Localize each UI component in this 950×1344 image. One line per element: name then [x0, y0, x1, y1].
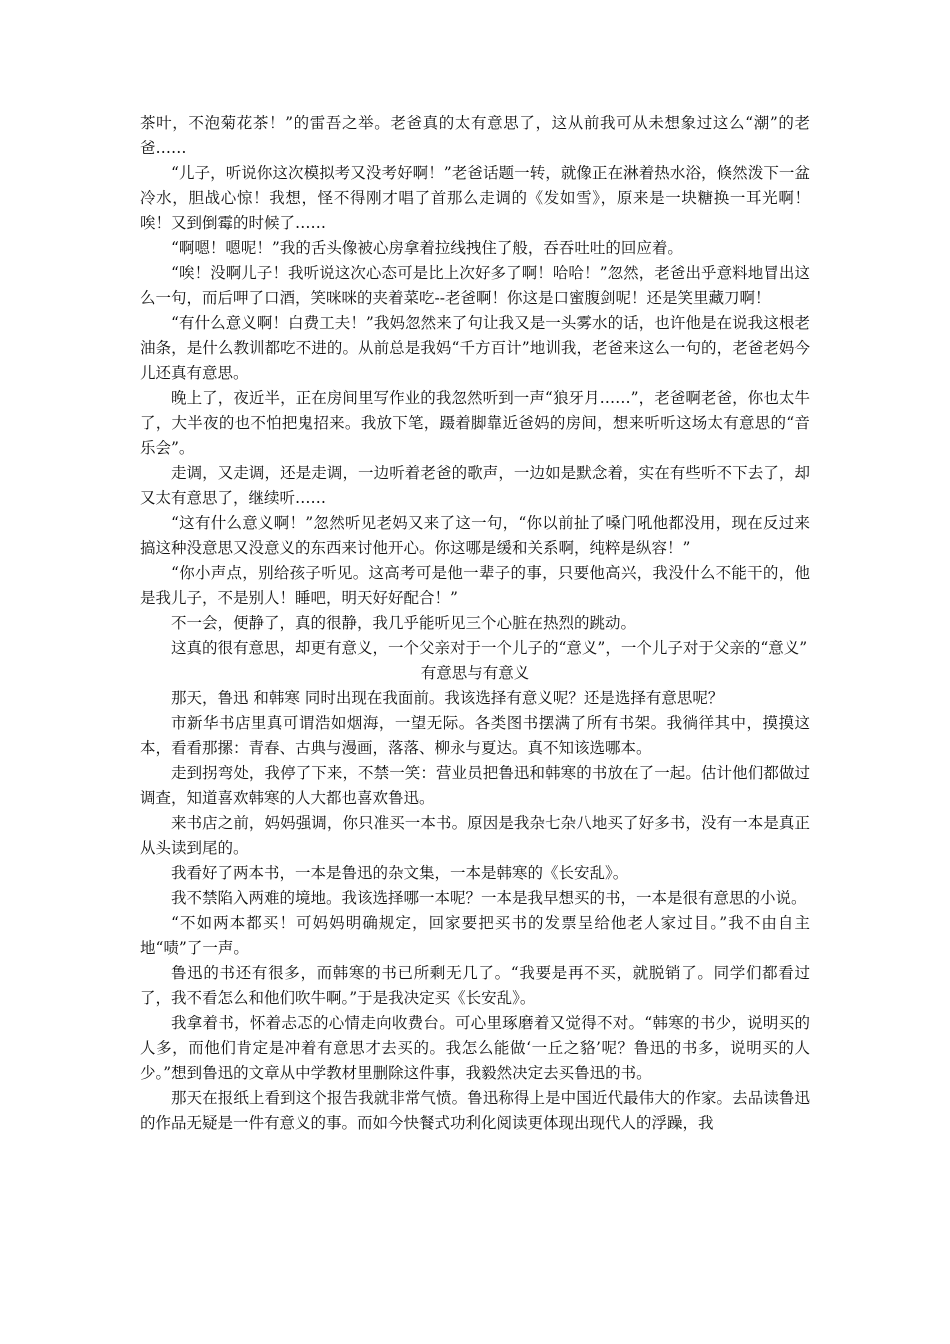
paragraph: 不一会，便静了，真的很静，我几乎能听见三个心脏在热烈的跳动。	[171, 614, 637, 632]
paragraph: 走到拐弯处，我停了下来，不禁一笑：营业员把鲁迅和韩寒的书放在了一起。估计他们都做过调查，知道喜欢韩寒的人大都也喜欢鲁迅。	[140, 764, 810, 807]
paragraph: “唉！没啊儿子！我听说这次心态可是比上次好多了啊！哈哈！”忽然，老爸出乎意料地冒出这么一句，而后呷了口酒，笑咪咪的夹着菜吃--老爸啊！你这是口蜜腹剑呢！还是笑里藏刀啊！	[140, 264, 810, 307]
paragraph: “儿子，听说你这次模拟考又没考好啊！”老爸话题一转，就像正在淋着热水浴，倏然泼下一盆冷水，胆战心惊！我想，怪不得刚才唱了首那么走调的《发如雪》，原来是一块糖换一耳光啊！唉！又到倒霉的时候了……	[140, 164, 810, 232]
paragraph: 我不禁陷入两难的境地。我该选择哪一本呢？一本是我早想买的书，一本是很有意思的小说。	[171, 889, 807, 907]
paragraph: 鲁迅的书还有很多，而韩寒的书已所剩无几了。“我要是再不买，就脱销了。同学们都看过了，我不看怎么和他们吹牛啊。”于是我决定买《长安乱》。	[140, 964, 810, 1007]
paragraph: 晚上了，夜近半，正在房间里写作业的我忽然听到一声“狼牙月……”，老爸啊老爸，你也太牛了，大半夜的也不怕把鬼招来。我放下笔，蹑着脚靠近爸妈的房间，想来听听这场太有意思的“音乐会”。	[140, 389, 810, 457]
paragraph: 茶叶，不泡菊花茶！”的雷吾之举。老爸真的太有意思了，这从前我可从未想象过这么“潮”的老爸……	[140, 114, 810, 157]
paragraph: 那天，鲁迅 和韩寒 同时出现在我面前。我该选择有意义呢？还是选择有意思呢？	[171, 689, 724, 707]
paragraph: 那天在报纸上看到这个报告我就非常气愤。鲁迅称得上是中国近代最伟大的作家。去品读鲁迅的作品无疑是一件有意义的事。而如今快餐式功利化阅读更体现出现代人的浮躁，我	[140, 1089, 810, 1132]
paragraph: “有什么意义啊！白费工夫！”我妈忽然来了句让我又是一头雾水的话，也许他是在说我这根老油条，是什么教训都吃不进的。从前总是我妈“千方百计”地训我，老爸来这么一句的，老爸老妈今儿还真有意思。	[140, 314, 810, 382]
paragraph: 来书店之前，妈妈强调，你只准买一本书。原因是我杂七杂八地买了好多书，没有一本是真正从头读到尾的。	[140, 814, 810, 857]
paragraph: 我看好了两本书，一本是鲁迅的杂文集，一本是韩寒的《长安乱》。	[171, 864, 629, 882]
paragraph: 市新华书店里真可谓浩如烟海，一望无际。各类图书摆满了所有书架。我徜徉其中，摸摸这本，看看那摞：青春、古典与漫画，落落、柳永与夏达。真不知该选哪本。	[140, 714, 810, 757]
paragraph: “不如两本都买！可妈妈明确规定，回家要把买书的发票呈给他老人家过目。”我不由自主地“啧”了一声。	[140, 914, 810, 957]
paragraph: 这真的很有意思，却更有意义，一个父亲对于一个儿子的“意义”，一个儿子对于父亲的“意义”	[171, 639, 808, 657]
paragraph: “啊嗯！嗯呢！”我的舌头像被心房拿着拉线拽住了般，吞吞吐吐的回应着。	[171, 239, 683, 257]
document-page	[140, 111, 810, 1136]
paragraph: 走调，又走调，还是走调，一边听着老爸的歌声，一边如是默念着，实在有些听不下去了，却又太有意思了，继续听……	[140, 464, 810, 507]
paragraph: 我拿着书，怀着忐忑的心情走向收费台。可心里琢磨着又觉得不对。“韩寒的书少，说明买的人多，而他们肯定是冲着有意思才去买的。我怎么能做‘一丘之貉’呢？鲁迅的书多，说明买的人少。”想到鲁迅的文章从中学教材里删除这件事，我毅然决定去买鲁迅的书。	[140, 1014, 810, 1082]
section-title: 有意思与有意义	[420, 664, 530, 682]
paragraph: “你小声点，别给孩子听见。这高考可是他一辈子的事，只要他高兴，我没什么不能干的，他是我儿子，不是别人！睡吧，明天好好配合！”	[140, 564, 810, 607]
paragraph: “这有什么意义啊！”忽然听见老妈又来了这一句，“你以前扯了嗓门吼他都没用，现在反过来搞这种没意思又没意义的东西来讨他开心。你这哪是缓和关系啊，纯粹是纵容！”	[140, 514, 810, 557]
